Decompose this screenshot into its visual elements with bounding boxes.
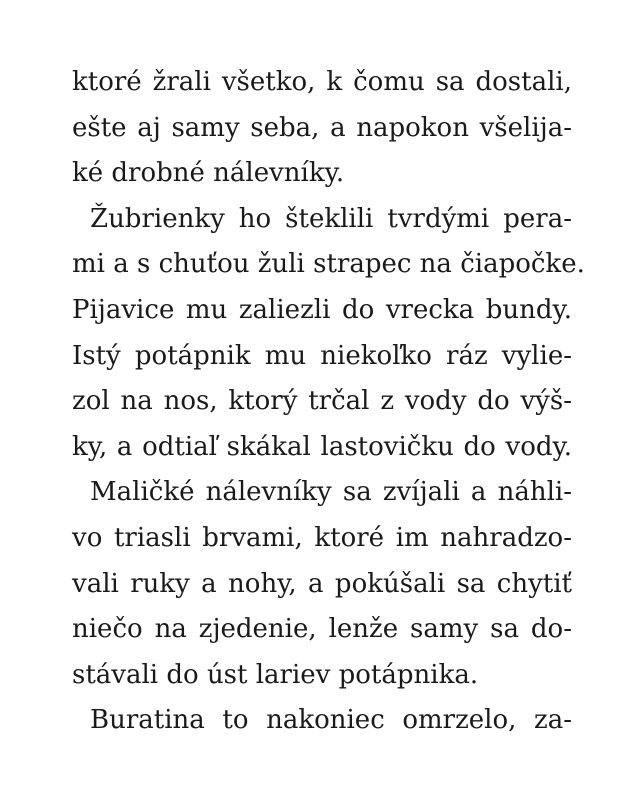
book-page	[72, 60, 585, 744]
text-line: niečo na zjedenie, lenže samy sa do-	[72, 614, 572, 645]
text-line: Pijavice mu zaliezli do vrecka bundy.	[72, 294, 572, 325]
text-line: zol na nos, ktorý trčal z vody do výš-	[72, 386, 572, 417]
paragraph	[72, 470, 572, 698]
text-line: ké drobné nálevníky.	[72, 158, 345, 189]
text-line: Maličké nálevníky sa zvíjali a náhli-	[90, 477, 572, 508]
text-line: Istý potápnik mu niekoľko ráz vylie-	[72, 340, 572, 371]
text-line: ešte aj samy seba, a napokon všelija-	[72, 112, 572, 143]
text-line: Buratina to nakoniec omrzelo, za-	[90, 705, 572, 736]
text-line: ktoré žrali všetko, k čomu sa dostali,	[72, 67, 572, 97]
text-line: vo triasli brvami, ktoré im nahradzo-	[72, 522, 572, 553]
paragraph	[72, 197, 585, 471]
paragraph	[72, 698, 572, 744]
text-line: vali ruky a nohy, a pokúšali sa chytiť	[72, 568, 572, 599]
paragraph	[72, 60, 572, 197]
text-line: stávali do úst lariev potápnika.	[72, 659, 479, 690]
text-line: mi a s chuťou žuli strapec na čiapočke.	[72, 249, 585, 280]
text-line: Žubrienky ho šteklili tvrdými pera-	[90, 203, 572, 234]
text-line: ky, a odtiaľ skákal lastovičku do vody.	[72, 431, 572, 462]
